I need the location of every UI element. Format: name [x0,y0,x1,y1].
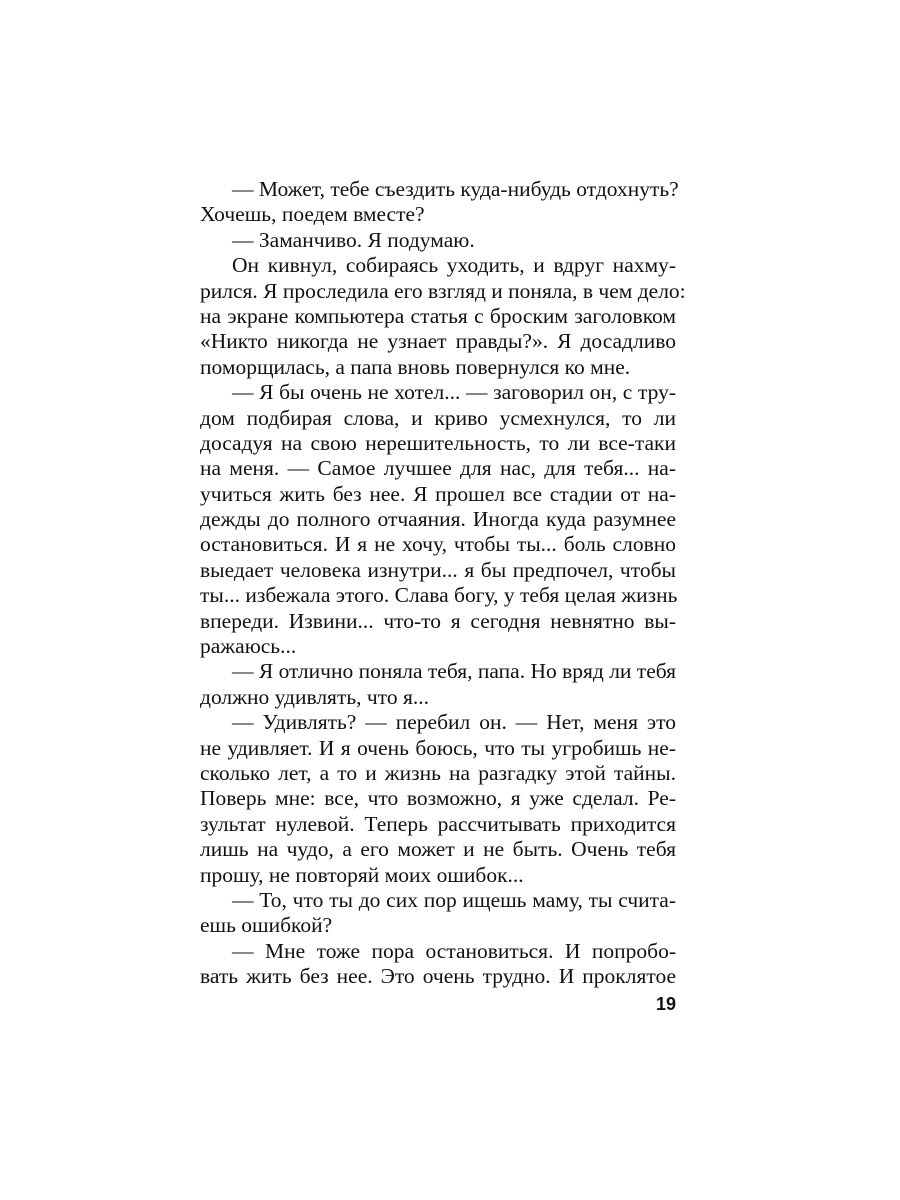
text-line: Хочешь, поедем вместе? [200,202,425,227]
text-line: ражаюсь... [200,634,297,659]
body-text [200,177,686,990]
text-line: остановиться. И я не хочу, чтобы ты... боль словно [200,532,676,557]
text-line: вать жить без нее. Это очень трудно. И проклятое [200,964,676,989]
text-line: должно удивлять, что я... [200,684,429,709]
text-line: поморщилась, а папа вновь повернулся ко мне. [200,354,631,379]
text-line: впереди. Извини... что-то я сегодня невнятно вы- [200,608,676,633]
text-line: — Может, тебе съездить куда-нибудь отдохнуть? [232,177,679,201]
text-line: дом подбирая слова, и криво усмехнулся, то ли [200,405,676,430]
text-line: «Никто никогда не узнает правды?». Я досадливо [200,329,676,354]
text-line: учиться жить без нее. Я прошел все стадии от на- [200,481,676,506]
page-number: 19 [655,994,676,1014]
text-line: зультат нулевой. Теперь рассчитывать приходится [200,811,676,836]
text-line: — Заманчиво. Я подумаю. [232,227,475,252]
text-line: ты... избежала этого. Слава богу, у тебя целая жизнь [200,583,678,608]
text-line: Он кивнул, собираясь уходить, и вдруг нахму- [232,253,676,278]
text-line: — Я отлично поняла тебя, папа. Но вряд ли тебя [232,659,677,684]
text-line: — Мне тоже пора остановиться. И попробо- [232,938,676,963]
text-line: дежды до полного отчаяния. Иногда куда разумнее [200,507,676,532]
text-line: ешь ошибкой? [200,913,333,938]
text-line: сколько лет, а то и жизнь на разгадку этой тайны. [200,760,676,785]
text-line: Поверь мне: все, что возможно, я уже сделал. Ре- [200,786,676,811]
text-line: лишь на чудо, а его может и не быть. Очень тебя [200,837,676,862]
text-line: прошу, не повторяй моих ошибок... [200,862,524,887]
text-line: рился. Я проследила его взгляд и поняла, в чем дело: [200,278,686,303]
text-line: — Я бы очень не хотел... — заговорил он, с тру- [232,380,676,405]
text-line: не удивляет. И я очень боюсь, что ты угробишь не- [200,735,676,760]
text-line: — То, что ты до сих пор ищешь маму, ты счита- [232,887,676,912]
text-line: на экране компьютера статья с броским заголовком [200,303,676,328]
text-line: — Удивлять? — перебил он. — Нет, меня это [232,710,676,735]
text-line: на меня. — Самое лучшее для нас, для тебя... на- [200,456,676,481]
text-line: выедает человека изнутри... я бы предпочел, чтобы [200,557,676,582]
text-line: досадуя на свою нерешительность, то ли все-таки [200,430,676,455]
